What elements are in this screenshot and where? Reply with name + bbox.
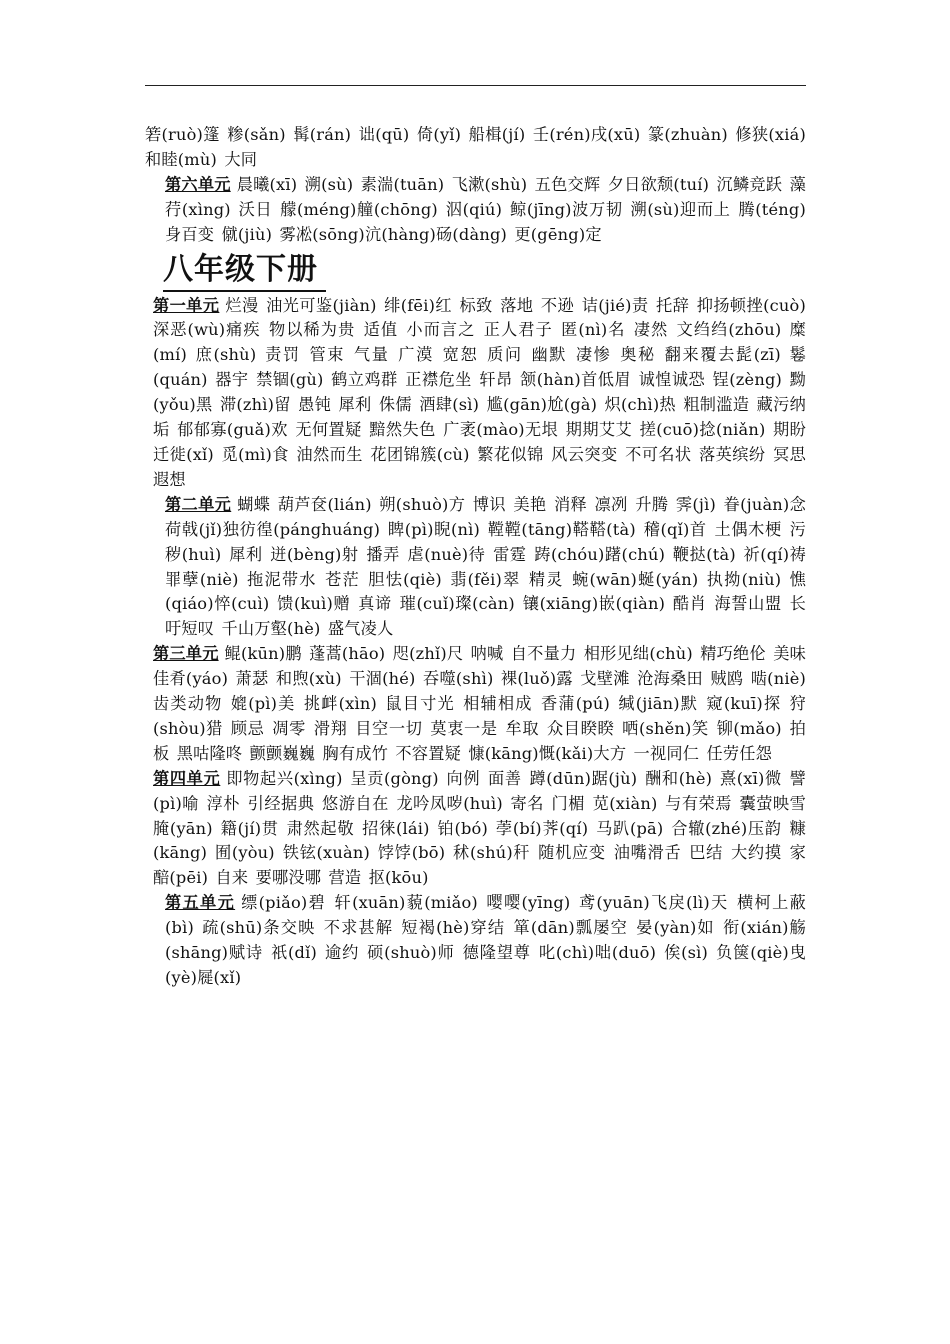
unit-2-heading: 第二单元 xyxy=(165,494,232,514)
unit-1-paragraph xyxy=(145,294,806,493)
unit-2-text: 蝴蝶 葫芦奁(lián) 朔(shuò)方 博识 美艳 消释 凛冽 升腾 霁(jì) 眷(juàn)念 荷戟(jǐ)独彷徨(pánghuáng) 睥(pì)睨(nì) 鞺鞺(tāng)鞳鞳(tà) 稽(qǐ)首 土偶木梗 污秽(huì) 犀利 迸(bèng)射 播弄 虐(nuè)待 雷霆 踌(chóu)躇(chú) 鞭挞(tà) 祈(qí)祷 罪孽(niè) 拖泥带水 苍茫 胆怯(qiè) 翡(fěi)翠 精灵 蜿(wān)蜒(yán) 执拗(niù) 憔(qiáo)悴(cuì) 馈(kuì)赠 真谛 璀(cuǐ)璨(càn) 镶(xiāng)嵌(qiàn) 酷肖 海誓山盟 长吁短叹 千山万壑(hè) 盛气凌人 xyxy=(165,494,806,639)
document-body xyxy=(145,123,806,991)
unit-3-text: 鲲(kūn)鹏 蓬蒿(hāo) 咫(zhǐ)尺 呐喊 自不量力 相形见绌(chù) 精巧绝伦 美味佳肴(yáo) 萧瑟 和煦(xù) 干涸(hé) 吞噬(shì) 裸(luǒ)露 戈壁滩 沧海桑田 贼鸥 啮(niè)齿类动物 媲(pì)美 挑衅(xìn) 鼠目寸光 相辅相成 香蒲(pú) 缄(jiān)默 窥(kuī)探 狩(shòu)猎 顾忌 凋零 滑翔 目空一切 莫衷一是 牟取 众目睽睽 哂(shěn)笑 铆(mǎo) 拍板 黑咕隆咚 颤颤巍巍 胸有成竹 不容置疑 慷(kāng)慨(kǎi)大方 一视同仁 任劳任怨 xyxy=(153,644,806,763)
header-rule xyxy=(145,85,806,86)
unit-3-heading: 第三单元 xyxy=(153,644,219,664)
unit-3-paragraph xyxy=(145,642,806,767)
unit-5-heading: 第五单元 xyxy=(165,893,236,913)
unit-4-paragraph xyxy=(145,767,806,892)
unit-1-heading: 第一单元 xyxy=(153,295,220,315)
unit-6-text: 晨曦(xī) 溯(sù) 素湍(tuān) 飞漱(shù) 五色交辉 夕日欲颓(tuí) 沉鳞竞跃 藻荇(xìng) 沃日 艨(méng)艟(chōng) 泅(qiú) 鲸(jīng)波万韧 溯(sù)迎而上 腾(téng)身百变 僦(jiù) 雾凇(sōng)沆(hàng)砀(dàng) 更(gēng)定 xyxy=(165,174,806,244)
page-title: 八年级下册 xyxy=(163,250,326,292)
carryover-paragraph: 箬(ruò)篷 糁(sǎn) 髯(rán) 诎(qū) 倚(yǐ) 船楫(jí) 壬(rén)戌(xū) 篆(zhuàn) 修狭(xiá) 和睦(mù) 大同 xyxy=(145,125,806,169)
unit-6-heading: 第六单元 xyxy=(165,174,231,194)
unit-4-heading: 第四单元 xyxy=(153,768,221,788)
unit-1-text: 烂漫 油光可鉴(jiàn) 绯(fēi)红 标致 落地 不逊 诘(jié)责 托辞 抑扬顿挫(cuò) 深恶(wù)痛疾 物以稀为贵 适值 小而言之 正人君子 匿(nì)名 凄然 文绉绉(zhōu) 糜(mí) 庶(shù) 责罚 管束 气量 广漠 宽恕 质问 幽默 凄惨 奥秘 翻来覆去髭(zī) 鬈(quán) 器宇 禁锢(gù) 鹤立鸡群 正襟危坐 轩昂 颔(hàn)首低眉 诚惶诚恐 锃(zèng) 黝(yǒu)黑 滞(zhì)留 愚钝 犀利 侏儒 酒肆(sì) 尴(gān)尬(gà) 炽(chì)热 粗制滥造 藏污纳垢 郁郁寡(guǎ)欢 无何置疑 黯然失色 广袤(mào)无垠 期期艾艾 搓(cuō)捻(niǎn) 期盼 迁徙(xǐ) 觅(mì)食 油然而生 花团锦簇(cù) 繁花似锦 风云突变 不可名状 落英缤纷 冥思遐想 xyxy=(153,295,806,489)
unit-2-paragraph xyxy=(145,493,806,642)
unit-5-text: 缥(piǎo)碧 轩(xuān)藐(miǎo) 嘤嘤(yīng) 鸢(yuān)飞戾(lì)天 横柯上蔽(bì) 疏(shū)条交映 不求甚解 短褐(hè)穿结 箪(dān)瓢屡空 晏(yàn)如 衔(xián)觞(shāng)赋诗 祇(dǐ) 逾约 硕(shuò)师 德隆望尊 叱(chì)咄(duō) 俟(sì) 负箧(qiè)曳(yè)屣(xǐ) xyxy=(165,893,806,987)
unit-6-paragraph xyxy=(145,173,806,248)
unit-5-paragraph xyxy=(145,891,806,991)
unit-4-text: 即物起兴(xìng) 呈贡(gòng) 向例 面善 蹲(dūn)踞(jù) 酬和(hè) 熹(xī)微 譬(pì)喻 淳朴 引经据典 悠游自在 龙吟凤哕(huì) 寄名 门楣 苋(xiàn) 与有荣焉 囊萤映雪 腌(yān) 籍(jí)贯 肃然起敬 招徕(lái) 铂(bó) 荸(bí)荠(qí) 马趴(pā) 合辙(zhé)压韵 糠(kāng) 囿(yòu) 铁铉(xuàn) 饽饽(bō) 秫(shú)秆 随机应变 油嘴滑舌 巴结 大约摸 家醅(pēi) 自来 要哪没哪 营造 抠(kōu) xyxy=(153,768,806,888)
